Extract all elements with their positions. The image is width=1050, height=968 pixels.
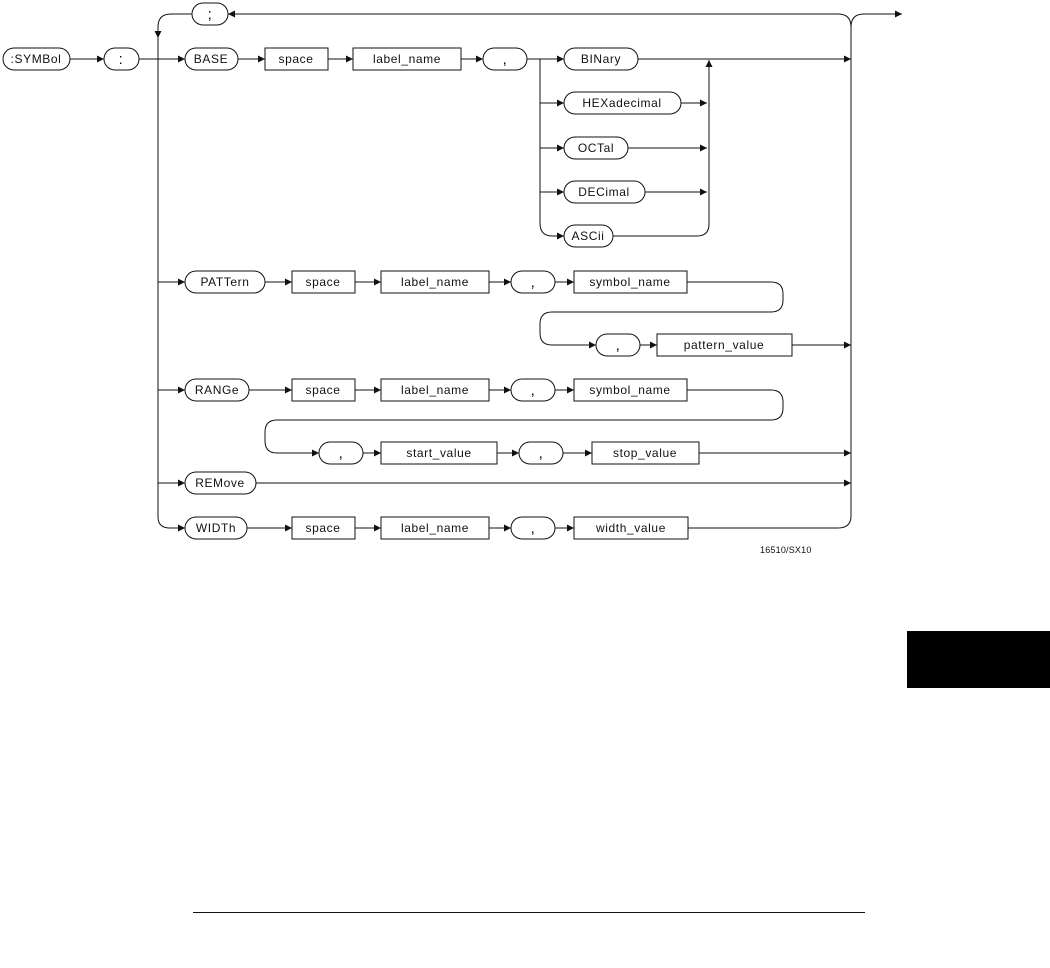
svg-text:,: , [502, 51, 508, 68]
svg-text:RANGe: RANGe [194, 383, 240, 397]
range-space-node [292, 379, 355, 401]
pattern-label-name-node [381, 271, 489, 293]
base-option-ascii-node [564, 225, 613, 247]
svg-text:label_name: label_name [400, 275, 470, 289]
range-comma-3-node [519, 442, 563, 464]
base-option-hexadecimal-node [564, 92, 681, 114]
svg-text:space: space [278, 52, 314, 66]
colon-node [104, 48, 139, 70]
svg-text:,: , [615, 337, 621, 354]
svg-text:ASCii: ASCii [571, 229, 605, 243]
base-comma-node [483, 48, 527, 70]
svg-text:OCTal: OCTal [577, 141, 615, 155]
width-label-name-node [381, 517, 489, 539]
pattern-space-node [292, 271, 355, 293]
svg-text:label_name: label_name [400, 521, 470, 535]
svg-text::SYMBol: :SYMBol [10, 52, 62, 66]
base-keyword-node [185, 48, 238, 70]
range-symbol-name-node [574, 379, 687, 401]
range-comma-2-node [319, 442, 363, 464]
svg-text:symbol_name: symbol_name [589, 383, 671, 397]
base-label-name-node [353, 48, 461, 70]
svg-text:,: , [538, 445, 544, 462]
pattern-comma-node [511, 271, 555, 293]
svg-text:space: space [305, 275, 341, 289]
section-tab-marker [907, 631, 1050, 688]
svg-text:label_name: label_name [372, 52, 442, 66]
base-space-node [265, 48, 328, 70]
width-keyword-node [185, 517, 247, 539]
range-keyword-node [185, 379, 249, 401]
pattern-symbol-name-node [574, 271, 687, 293]
svg-text:width_value: width_value [596, 521, 666, 535]
svg-text:DECimal: DECimal [578, 185, 630, 199]
svg-text:pattern_value: pattern_value [683, 338, 765, 352]
pattern-value-node [657, 334, 792, 356]
width-value-node [574, 517, 688, 539]
svg-text:label_name: label_name [400, 383, 470, 397]
width-space-node [292, 517, 355, 539]
command-node [3, 48, 70, 70]
svg-text:,: , [338, 445, 344, 462]
svg-text:,: , [530, 382, 536, 399]
figure-id-label: 16510/SX10 [760, 545, 812, 555]
range-label-name-node [381, 379, 489, 401]
width-comma-node [511, 517, 555, 539]
range-comma-node [511, 379, 555, 401]
base-option-binary-node [564, 48, 638, 70]
svg-text:,: , [530, 274, 536, 291]
svg-text:stop_value: stop_value [612, 446, 678, 460]
base-option-octal-node [564, 137, 628, 159]
svg-text::: : [118, 51, 124, 68]
svg-text:symbol_name: symbol_name [589, 275, 671, 289]
svg-text:space: space [305, 383, 341, 397]
base-option-decimal-node [564, 181, 645, 203]
svg-text:,: , [530, 520, 536, 537]
svg-text:HEXadecimal: HEXadecimal [582, 96, 662, 110]
semicolon-node [192, 3, 228, 25]
svg-text:BASE: BASE [193, 52, 229, 66]
svg-text:start_value: start_value [406, 446, 472, 460]
remove-keyword-node [185, 472, 256, 494]
range-stop-value-node [592, 442, 699, 464]
pattern-comma-2-node [596, 334, 640, 356]
svg-text:space: space [305, 521, 341, 535]
svg-text:PATTern: PATTern [200, 275, 250, 289]
footer-divider [193, 912, 865, 913]
svg-text:BINary: BINary [580, 52, 622, 66]
svg-text:;: ; [207, 6, 213, 23]
svg-text:WIDTh: WIDTh [195, 521, 237, 535]
svg-text:REMove: REMove [195, 476, 245, 490]
pattern-keyword-node [185, 271, 265, 293]
range-start-value-node [381, 442, 497, 464]
